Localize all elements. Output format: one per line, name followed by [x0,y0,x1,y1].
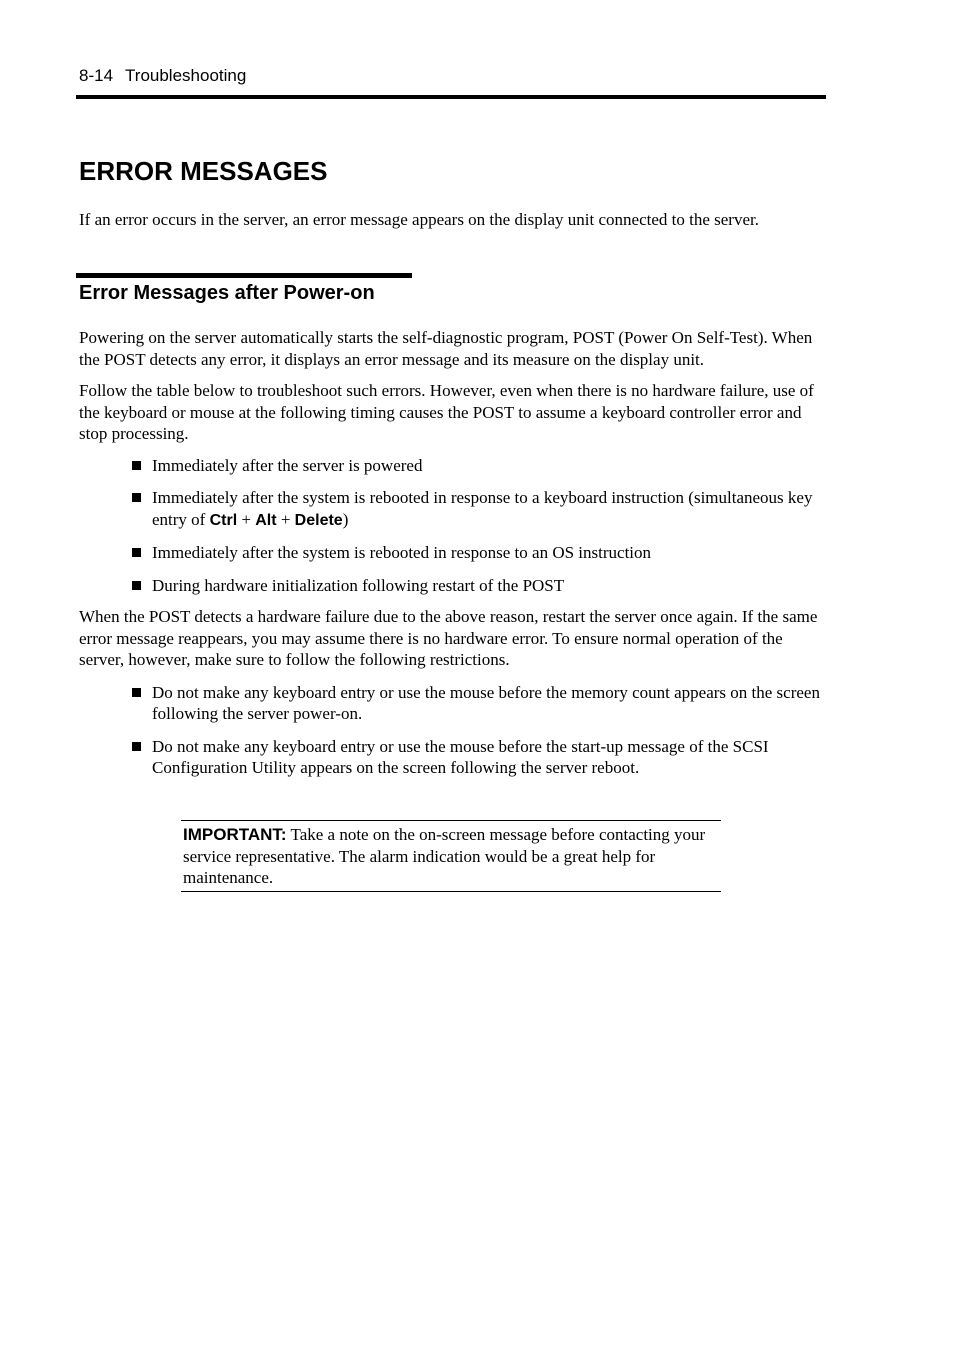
square-bullet-icon [132,548,141,557]
restrictions-list [79,682,829,779]
section-title: ERROR MESSAGES [79,156,328,186]
section-intro: If an error occurs in the server, an error message appears on the display unit connected to the server. [79,210,759,229]
list-item-text: Immediately after the system is rebooted in response to a keyboard instruction (simultaneous key entry of [152,488,813,529]
list-item [131,455,829,477]
paragraph-restrictions-intro: When the POST detects a hardware failure due to the above reason, restart the server once again. If the same error message reappears, you may assume there is no hardware error. To ensure normal operation of the server, however, make sure to follow the following restrictions. [79,607,818,669]
chapter-title: Troubleshooting [125,66,247,85]
square-bullet-icon [132,461,141,470]
list-item-text: Immediately after the server is powered [152,455,423,475]
key-alt: Alt [255,511,277,529]
header-rule [76,95,826,99]
plus-sign: + [237,509,256,529]
key-delete: Delete [294,511,343,529]
important-text: Take a note on the on-screen message before contacting your service representative. The alarm indication would be a great help for maintenance. [183,825,706,887]
subsection-title: Error Messages after Power-on [79,282,375,304]
list-item-text: During hardware initialization following restart of the POST [152,575,565,595]
running-header [79,66,246,86]
important-note [181,820,721,892]
list-item-text: Immediately after the system is rebooted in response to an OS instruction [152,543,652,562]
paragraph-timing-intro: Follow the table below to troubleshoot such errors. However, even when there is no hardware failure, use of the keyboard or mouse at the following timing causes the POST to assume a keyboard controller error and stop processing. [79,381,814,443]
important-label: IMPORTANT: [183,825,287,844]
key-ctrl: Ctrl [209,511,238,529]
square-bullet-icon [132,742,141,751]
square-bullet-icon [132,581,141,590]
list-item-text: Do not make any keyboard entry or use the mouse before the start-up message of the SCSI Configuration Utility appears on the screen following the server reboot. [152,736,769,777]
subsection-rule [76,273,412,278]
list-item-text: Do not make any keyboard entry or use the mouse before the memory count appears on the screen following the server power-on. [152,682,820,723]
list-item [131,575,829,597]
closing-paren: ) [342,509,349,529]
list-item [131,542,829,564]
list-item [131,487,829,531]
list-item [131,682,829,725]
square-bullet-icon [132,688,141,697]
timing-list [79,455,829,597]
subsection-body [79,327,829,789]
page-number: 8-14 [79,66,114,85]
square-bullet-icon [132,493,141,502]
paragraph-post-intro: Powering on the server automatically starts the self-diagnostic program, POST (Power On Self-Test). When the POST detects any error, it displays an error message and its measure on the display unit. [79,328,813,369]
list-item [131,736,829,779]
plus-sign: + [276,509,295,529]
